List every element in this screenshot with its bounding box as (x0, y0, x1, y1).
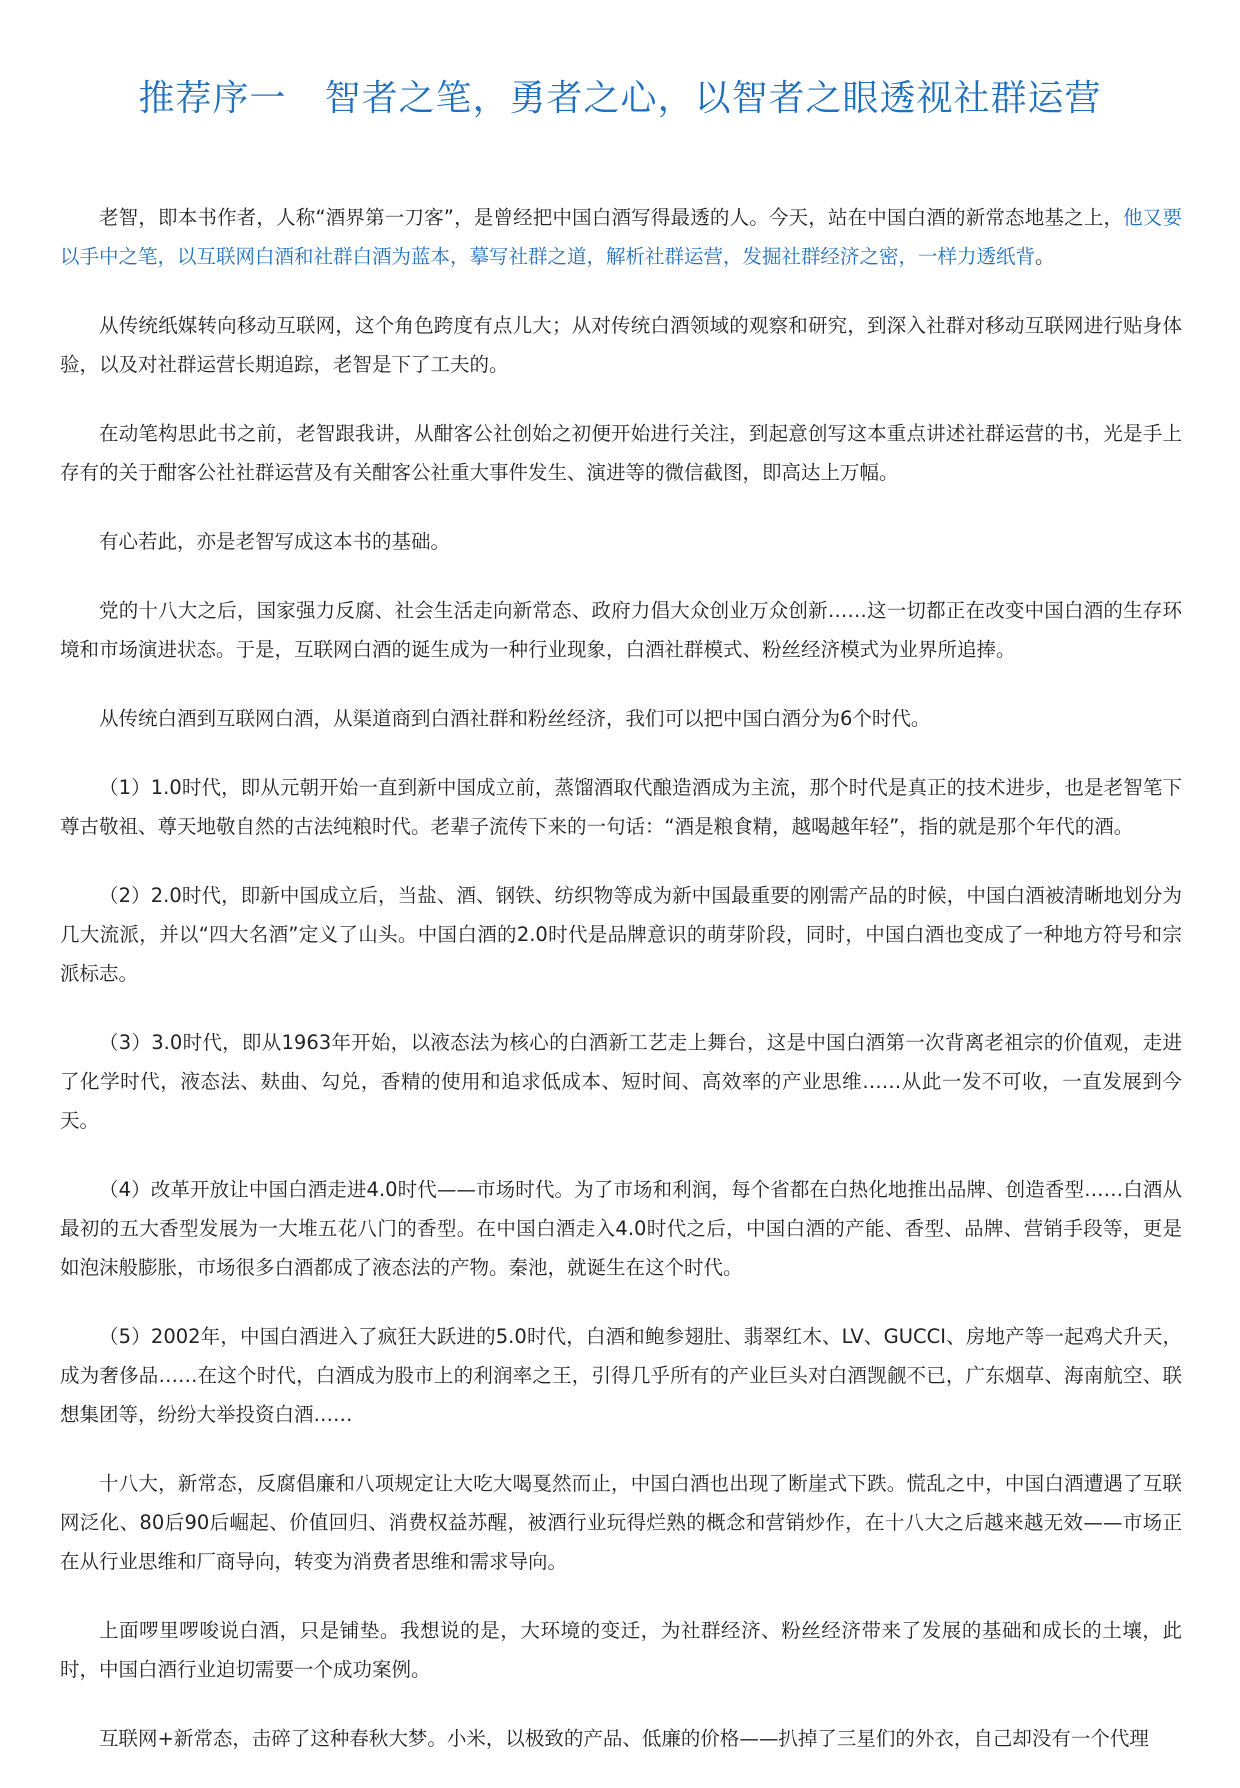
document-body (60, 198, 1182, 1788)
paragraph-3: 在动笔构思此书之前，老智跟我讲，从酣客公社创始之初便开始进行关注，到起意创写这本重点讲述社群运营的书，光是手上存有的关于酣客公社社群运营及有关酣客公社重大事件发生、演进等的微信截图，即高达上万幅。 (60, 422, 1182, 484)
title-main: 智者之笔，勇者之心，以智者之眼透视社群运营 (324, 78, 1102, 119)
paragraph-1-text: 老智，即本书作者，人称“酒界第一刀客”，是曾经把中国白酒写得最透的人。今天，站在中国白酒的新常态地基之上， (99, 206, 1124, 229)
title-prefix: 推荐序一 (138, 78, 287, 119)
paragraph-1-highlight: 他又要以手中之笔，以互联网白酒和社群白酒为蓝本，摹写社群之道，解析社群运营，发掘社群经济之密，一样力透纸背 (60, 206, 1182, 268)
paragraph-14: 互联网+新常态，击碎了这种春秋大梦。小米，以极致的产品、低廉的价格——扒掉了三星们的外衣，自己却没有一个代理 (99, 1727, 1149, 1750)
page-title (0, 70, 1240, 121)
paragraph-2: 从传统纸媒转向移动互联网，这个角色跨度有点儿大；从对传统白酒领域的观察和研究，到深入社群对移动互联网进行贴身体验，以及对社群运营长期追踪，老智是下了工夫的。 (60, 314, 1182, 376)
paragraph-era-1: （1）1.0时代，即从元朝开始一直到新中国成立前，蒸馏酒取代酿造酒成为主流，那个时代是真正的技术进步，也是老智笔下尊古敬祖、尊天地敬自然的古法纯粮时代。老辈子流传下来的一句话：“酒是粮食精，越喝越年轻”，指的就是那个年代的酒。 (60, 776, 1182, 838)
paragraph-era-2: （2）2.0时代，即新中国成立后，当盐、酒、钢铁、纺织物等成为新中国最重要的刚需产品的时候，中国白酒被清晰地划分为几大流派，并以“四大名酒”定义了山头。中国白酒的2.0时代是品牌意识的萌芽阶段，同时，中国白酒也变成了一种地方符号和宗派标志。 (60, 884, 1182, 985)
paragraph-12: 十八大，新常态，反腐倡廉和八项规定让大吃大喝戛然而止，中国白酒也出现了断崖式下跌。慌乱之中，中国白酒遭遇了互联网泛化、80后90后崛起、价值回归、消费权益苏醒，被酒行业玩得烂熟的概念和营销炒作，在十八大之后越来越无效——市场正在从行业思维和厂商导向，转变为消费者思维和需求导向。 (60, 1472, 1182, 1573)
paragraph-era-5: （5）2002年，中国白酒进入了疯狂大跃进的5.0时代，白酒和鲍参翅肚、翡翠红木、LV、GUCCI、房地产等一起鸡犬升天，成为奢侈品……在这个时代，白酒成为股市上的利润率之王，引得几乎所有的产业巨头对白酒觊觎不已，广东烟草、海南航空、联想集团等，纷纷大举投资白酒…… (60, 1325, 1182, 1426)
paragraph-5: 党的十八大之后，国家强力反腐、社会生活走向新常态、政府力倡大众创业万众创新……这一切都正在改变中国白酒的生存环境和市场演进状态。于是，互联网白酒的诞生成为一种行业现象，白酒社群模式、粉丝经济模式为业界所追捧。 (60, 599, 1182, 661)
paragraph-4: 有心若此，亦是老智写成这本书的基础。 (99, 530, 451, 553)
paragraph-1 (60, 198, 1182, 276)
paragraph-1-tail: 。 (1035, 245, 1055, 268)
paragraph-6: 从传统白酒到互联网白酒，从渠道商到白酒社群和粉丝经济，我们可以把中国白酒分为6个时代。 (99, 707, 931, 730)
paragraph-13: 上面啰里啰唆说白酒，只是铺垫。我想说的是，大环境的变迁，为社群经济、粉丝经济带来了发展的基础和成长的土壤，此时，中国白酒行业迫切需要一个成功案例。 (60, 1619, 1182, 1681)
paragraph-era-4: （4）改革开放让中国白酒走进4.0时代——市场时代。为了市场和利润，每个省都在白热化地推出品牌、创造香型……白酒从最初的五大香型发展为一大堆五花八门的香型。在中国白酒走入4.0时代之后，中国白酒的产能、香型、品牌、营销手段等，更是如泡沫般膨胀，市场很多白酒都成了液态法的产物。秦池，就诞生在这个时代。 (60, 1178, 1182, 1279)
paragraph-era-3: （3）3.0时代，即从1963年开始，以液态法为核心的白酒新工艺走上舞台，这是中国白酒第一次背离老祖宗的价值观，走进了化学时代，液态法、麸曲、勾兑，香精的使用和追求低成本、短时间、高效率的产业思维……从此一发不可收，一直发展到今天。 (60, 1031, 1182, 1132)
